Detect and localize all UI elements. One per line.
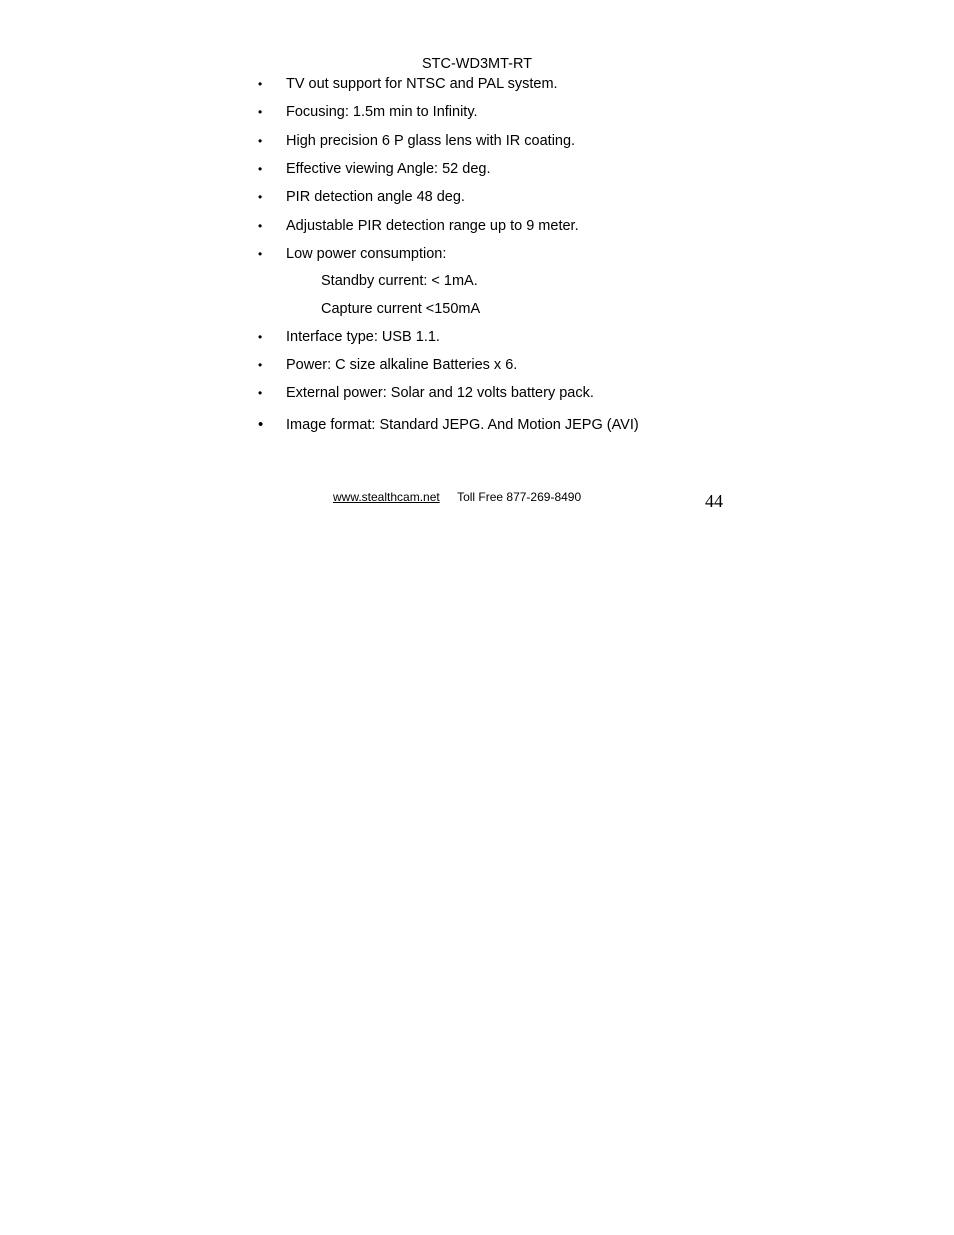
spec-text: Focusing: 1.5m min to Infinity. (286, 104, 478, 120)
website-link[interactable]: www.stealthcam.net (333, 490, 440, 504)
spec-text: TV out support for NTSC and PAL system. (286, 76, 558, 92)
bullet-icon: • (258, 77, 263, 91)
bullet-icon: • (258, 386, 263, 400)
power-detail-capture: Capture current <150mA (321, 301, 481, 317)
toll-free-number: Toll Free 877-269-8490 (457, 490, 582, 504)
bullet-icon: • (258, 416, 264, 433)
spec-text: Interface type: USB 1.1. (286, 329, 440, 345)
spec-text: Effective viewing Angle: 52 deg. (286, 161, 491, 177)
spec-text: External power: Solar and 12 volts battery pack. (286, 385, 594, 401)
spec-text: PIR detection angle 48 deg. (286, 189, 465, 205)
bullet-icon: • (258, 358, 263, 372)
bullet-icon: • (258, 247, 263, 261)
spec-text: Adjustable PIR detection range up to 9 meter. (286, 218, 579, 234)
bullet-icon: • (258, 162, 263, 176)
spec-text: High precision 6 P glass lens with IR coating. (286, 133, 576, 149)
spec-text: Power: C size alkaline Batteries x 6. (286, 357, 518, 373)
spec-text: Low power consumption: (286, 246, 447, 262)
page-number: 44 (705, 491, 723, 511)
power-detail-standby: Standby current: < 1mA. (321, 273, 478, 289)
bullet-icon: • (258, 219, 263, 233)
bullet-icon: • (258, 134, 263, 148)
bullet-icon: • (258, 330, 263, 344)
spec-text: Image format: Standard JEPG. And Motion JEPG (AVI) (286, 417, 639, 433)
page-title: STC-WD3MT-RT (421, 56, 533, 72)
bullet-icon: • (258, 105, 263, 119)
page-footer (333, 489, 581, 505)
bullet-icon: • (258, 190, 263, 204)
